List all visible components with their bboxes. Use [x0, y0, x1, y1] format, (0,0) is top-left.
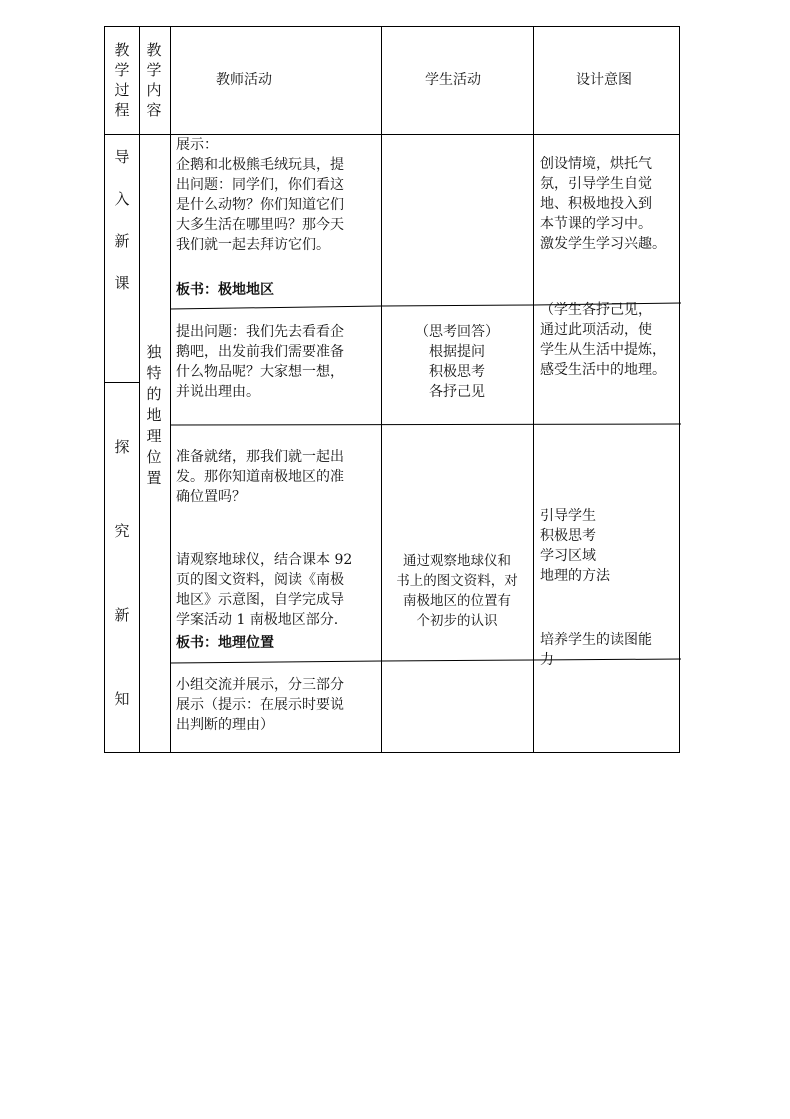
header-design-intent: 设计意图 [576, 72, 632, 88]
teacher-block-intro: 展示： 企鹅和北极熊毛绒玩具，提 出问题：同学们，你们看这 是什么动物？你们知道它们 大多生活在哪里吗？那今天 我们就一起去拜访它们。 [176, 137, 344, 253]
student-block-think: （思考回答） 根据提问 积极思考 各抒己见 [415, 324, 499, 400]
design-block-situation: 创设情境，烘托气 氛，引导学生自觉 地、积极地投入到 本节课的学习中。 激发学生学习兴趣。 [540, 156, 666, 252]
board-note-polar-regions: 板书：极地地区 [176, 282, 274, 298]
header-teaching-process: 教 学 过 程 [114, 41, 130, 119]
content-label-unique-location: 独 特 的 地 理 位 置 [146, 343, 162, 487]
header-teacher-activity: 教师活动 [216, 72, 272, 88]
teacher-block-globe-task: 请观察地球仪，结合课本 92 页的图文资料，阅读《南极 地区》示意图，自学完成导 学案活动 1 南极地区部分. [176, 552, 353, 628]
teacher-block-location-question: 准备就绪，那我们就一起出 发。那你知道南极地区的准 确位置吗？ [176, 449, 344, 505]
design-block-map-reading: 培养学生的读图能 力 [540, 632, 652, 668]
header-teaching-content: 教 学 内 容 [146, 41, 162, 119]
student-block-observe: 通过观察地球仪和 书上的图文资料，对 南极地区的位置有 个初步的认识 [396, 553, 518, 629]
header-student-activity: 学生活动 [425, 72, 481, 88]
process-explore-label: 探 究 新 知 [114, 438, 130, 708]
design-block-thinking: 引导学生 积极思考 学习区域 地理的方法 [540, 508, 610, 584]
teacher-block-group-share: 小组交流并展示，分三部分 展示（提示：在展示时要说 出判断的理由） [176, 677, 344, 733]
board-note-geographic-location: 板书：地理位置 [176, 635, 274, 651]
process-intro-label: 导 入 新 课 [114, 148, 130, 292]
design-block-life-geography: （学生各抒己见， 通过此项活动，使 学生从生活中提炼， 感受生活中的地理。 [540, 302, 666, 378]
teacher-block-question: 提出问题：我们先去看看企 鹅吧，出发前我们需要准备 什么物品呢？大家想一想， 并说出理由。 [176, 324, 344, 400]
